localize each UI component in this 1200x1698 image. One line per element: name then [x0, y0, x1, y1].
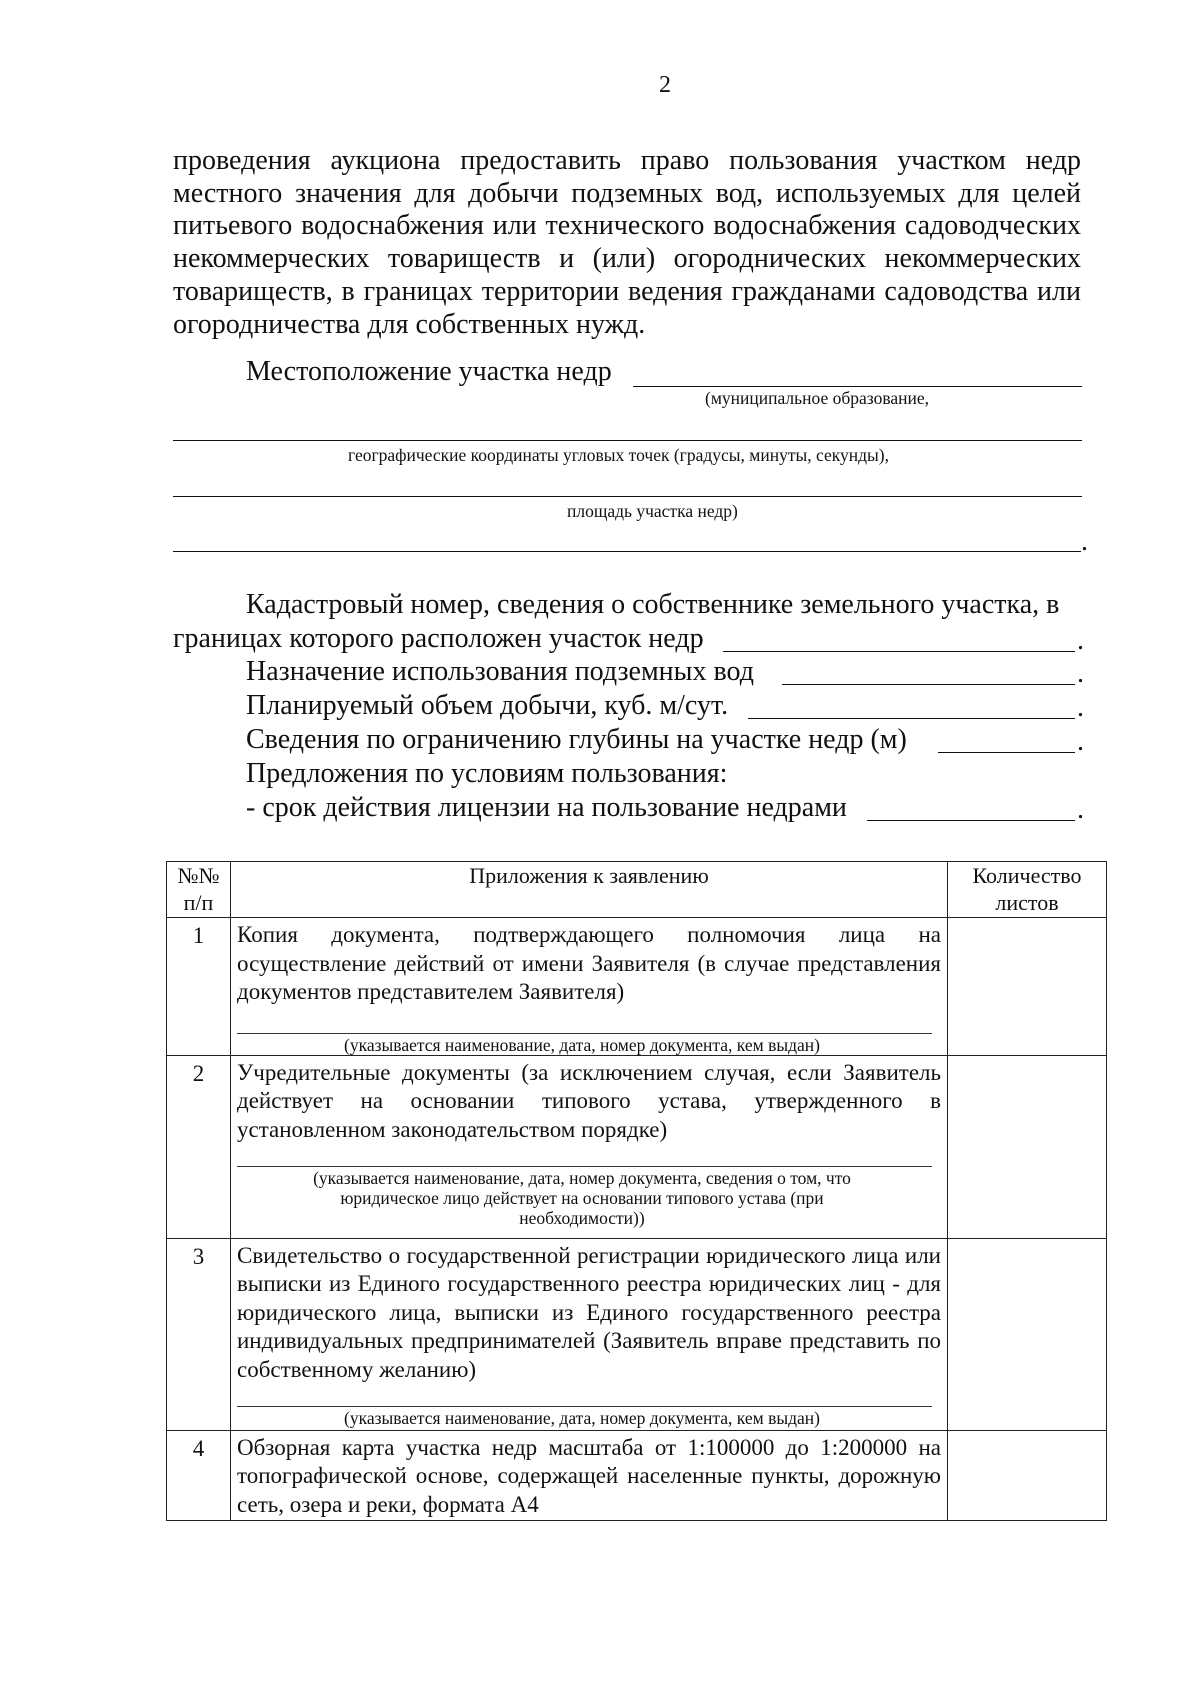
row-caption: (указывается наименование, дата, номер документа, сведения о том, что юридическое лицо действует на основании типового устава (при необходимости)) — [313, 1168, 851, 1228]
intro-paragraph: проведения аукциона предоставить право пользования участком недр местного значения для добычи подземных вод, используемых для целей питьевого водоснабжения или технического водоснабжения садоводческих некоммерческих товариществ и (или) огороднических некоммерческих товариществ, в границах территории ведения гражданами садоводства или огородничества для собственных нужд. — [173, 145, 1081, 340]
row-number: 4 — [167, 1430, 231, 1520]
row-text: Обзорная карта участка недр масштаба от 1:100000 до 1:200000 на топографической основе, содержащей населенные пункты, дорожную сеть, озера и реки, формата А4 — [237, 1434, 941, 1517]
attachments-table — [166, 861, 1107, 1521]
depth-end-mark: . — [1077, 726, 1084, 757]
sheet-count-cell[interactable] — [948, 1055, 1107, 1238]
signature-line[interactable] — [237, 1406, 932, 1407]
table-header-row — [167, 862, 1107, 918]
location-blank-3[interactable] — [173, 496, 1082, 497]
row-number: 2 — [167, 1055, 231, 1238]
location-blank-2[interactable] — [173, 440, 1082, 441]
location-end-mark: . — [1081, 526, 1088, 557]
table-row — [167, 918, 1107, 1056]
header-name: Приложения к заявлению — [231, 862, 948, 918]
depth-label: Сведения по ограничению глубины на участке недр (м) — [246, 724, 907, 755]
volume-end-mark: . — [1077, 692, 1084, 723]
row-caption: (указывается наименование, дата, номер документа, кем выдан) — [344, 1034, 820, 1055]
cadastral-line-2: границах которого расположен участок недр — [173, 623, 704, 654]
volume-blank[interactable] — [748, 718, 1075, 719]
location-caption-area: площадь участка недр) — [567, 501, 738, 521]
license-term-label: - срок действия лицензии на пользование недрами — [246, 792, 847, 823]
location-caption-municipality: (муниципальное образование, — [705, 388, 929, 408]
cadastral-line-1: Кадастровый номер, сведения о собственнике земельного участка, в — [246, 589, 1060, 620]
purpose-end-mark: . — [1077, 658, 1084, 689]
row-text: Копия документа, подтверждающего полномочия лица на осуществление действий от имени Заявителя (в случае представления документов представителем Заявителя) — [237, 922, 941, 1004]
page-number: 2 — [659, 72, 671, 98]
signature-line[interactable] — [237, 1033, 932, 1034]
signature-line[interactable] — [237, 1166, 932, 1167]
cadastral-end-mark: . — [1077, 625, 1084, 656]
purpose-label: Назначение использования подземных вод — [246, 656, 754, 687]
sheet-count-cell[interactable] — [948, 918, 1107, 1056]
sheet-count-cell[interactable] — [948, 1238, 1107, 1430]
location-label: Местоположение участка недр — [246, 356, 612, 387]
header-number: №№ п/п — [167, 862, 231, 918]
row-content — [231, 918, 948, 1056]
table-row — [167, 1430, 1107, 1520]
header-count: Количество листов — [948, 862, 1107, 918]
volume-label: Планируемый объем добычи, куб. м/сут. — [246, 690, 729, 721]
purpose-blank[interactable] — [782, 684, 1075, 685]
license-term-blank[interactable] — [867, 820, 1075, 821]
location-blank-4[interactable] — [173, 551, 1081, 552]
table-row — [167, 1055, 1107, 1238]
license-term-end-mark: . — [1077, 794, 1084, 825]
table-row — [167, 1238, 1107, 1430]
row-content — [231, 1430, 948, 1520]
depth-blank[interactable] — [938, 752, 1075, 753]
sheet-count-cell[interactable] — [948, 1430, 1107, 1520]
row-number: 1 — [167, 918, 231, 1056]
row-number: 3 — [167, 1238, 231, 1430]
row-content — [231, 1238, 948, 1430]
location-caption-coordinates: географические координаты угловых точек (градусы, минуты, секунды), — [348, 445, 889, 465]
row-text: Учредительные документы (за исключением случая, если Заявитель действует на основании типового устава, утвержденного в установленном законодательством порядке) — [237, 1059, 941, 1142]
row-content — [231, 1055, 948, 1238]
cadastral-blank[interactable] — [723, 651, 1075, 652]
proposals-heading: Предложения по условиям пользования: — [246, 758, 728, 789]
row-caption: (указывается наименование, дата, номер документа, кем выдан) — [344, 1408, 820, 1428]
row-text: Свидетельство о государственной регистрации юридического лица или выписки из Единого государственного реестра юридических лиц - для юридического лица, выписки из Единого государственного реестра индивидуальных предпринимателей (Заявитель вправе представить по собственному желанию) — [237, 1242, 941, 1382]
